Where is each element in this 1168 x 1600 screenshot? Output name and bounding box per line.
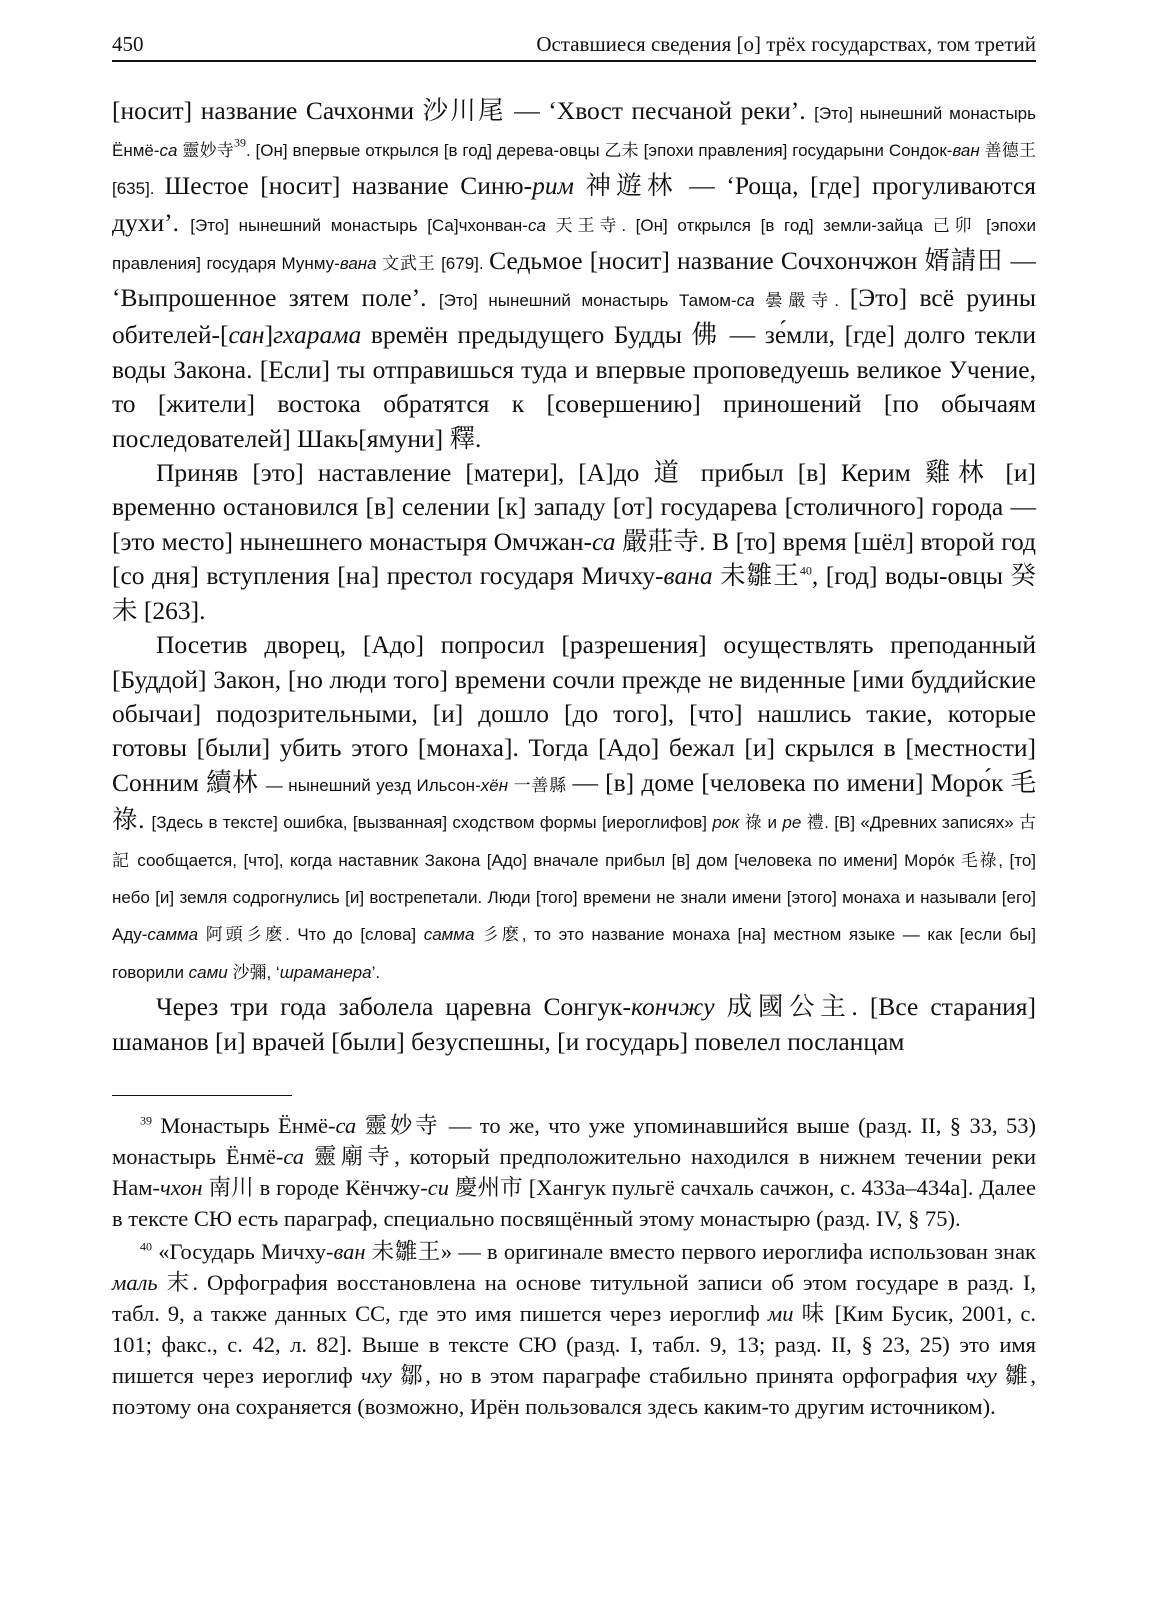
italic-text: маль <box>112 1269 158 1295</box>
italic-text: чху <box>361 1362 392 1388</box>
footnote-divider <box>112 1095 292 1096</box>
text-run: 未雛王 <box>712 561 800 591</box>
paragraph-4 <box>112 990 1036 1059</box>
text-run: Седьмое [носит] название Сочхончжон 婿請田 — ‘Выпрошенное зятем поле’. <box>112 245 1036 313</box>
italic-text: вана <box>339 253 377 273</box>
italic-text: рок <box>712 813 740 833</box>
text-run: 未雛王» — в оригинале вместо первого иероглифа использован знак <box>365 1238 1036 1264</box>
italic-text: вана <box>663 561 713 591</box>
text-run: 阿頭彡麽. Что до [слова] <box>198 925 424 945</box>
text-run: 味 [Ким Бусик, 2001, с. 101; факс., с. 42, л. 82]. Выше в тексте СЮ (разд. I, табл. 9, 13; разд. II, § 23, 25) это имя пишется через иероглиф <box>112 1300 1036 1388</box>
text-run: ] <box>264 320 274 350</box>
text-run: 鄒, но в этом параграфе стабильно принята орфография <box>391 1362 967 1388</box>
text-run: — [в] доме [человека по имени] Моро́к 毛祿. <box>112 767 1036 835</box>
text-run: Шестое [носит] название Синю- <box>164 170 533 200</box>
book-page <box>112 28 1036 1422</box>
text-run: [Здесь в тексте] ошибка, [вызванная] сходством формы [иероглифов] <box>151 813 713 833</box>
text-run: 南川 в городе Кёнчжу- <box>202 1174 428 1200</box>
italic-text: рим <box>532 170 574 200</box>
text-run: Через три года заболела царевна Сонгук- <box>156 992 632 1022</box>
footnote-ref: 39 <box>233 135 246 150</box>
italic-text: са <box>335 1112 357 1138</box>
footnote-ref: 39 <box>140 1113 152 1128</box>
italic-text: кончжу <box>631 992 715 1022</box>
text-run: 彡麽, то это название монаха [на] местном языке — как [если бы] говорили <box>112 925 1036 982</box>
text-run: 嚴莊寺. В [то] время [шёл] второй год [со дня] вступления [на] престол государя Мичху- <box>112 526 1037 591</box>
italic-text: чхон <box>159 1174 203 1200</box>
text-run: 一善縣 <box>508 775 573 795</box>
text-run: 祿 и <box>739 813 783 833</box>
footnote-ref: 40 <box>799 563 812 578</box>
footnote-40 <box>112 1236 1036 1422</box>
italic-text: хён <box>480 775 509 795</box>
italic-text: са <box>527 216 546 236</box>
italic-text: са <box>159 141 178 161</box>
text-run: 靈妙寺 <box>177 141 234 161</box>
footnote-39 <box>112 1110 1036 1234</box>
text-run: [Это] всё руины обителей-[ <box>112 283 1037 350</box>
text-run: 沙彌, ‘ <box>227 962 280 982</box>
text-run: 文武王 [679]. <box>376 253 490 273</box>
text-run: Монастырь Ёнмё- <box>152 1112 336 1138</box>
footnote-ref: 40 <box>140 1239 152 1254</box>
text-run: 雛, поэтому она сохраняется (возможно, Ирён пользовался здесь каким-то другим источником). <box>112 1362 1036 1419</box>
italic-text: самма <box>147 925 199 945</box>
text-run: 靈廟寺, который предположительно находился в нижнем течении реки Нам- <box>112 1143 1036 1200</box>
text-run: 天王寺. [Он] открылся [в год] земли-зайца 己卯 [эпохи правления] государя Мунму- <box>112 216 1036 273</box>
text-run: [носит] название Сачхонми 沙川尾 — ‘Хвост песчаной реки’. <box>112 96 815 125</box>
italic-text: чху <box>966 1362 997 1388</box>
running-header <box>112 28 1036 62</box>
text-run: 神遊林 — ‘Роща, [где] прогуливаются духи’. <box>112 170 1036 238</box>
text-run: 禮. [В] «Древних записях» 古記 сообщается, [что], когда наставник Закона [Адо] вначале прибыл [в] дом [человека по имени] Моро́к 毛祿, [то] небо [и] земля содрогнулись [и] вострепетали. Люди [того] времени не знали имени [этого] монаха и называли [его] Аду- <box>112 813 1036 945</box>
paragraph-2 <box>112 456 1036 628</box>
text-run: Приняв [это] наставление [матери], [А]до 道 прибыл [в] Керим 雞林 [и] временно остановился [в] селении [к] западу [от] государева [столичного] города — [это место] нынешнего монастыря Омчжан- <box>112 458 1036 556</box>
italic-text: са <box>736 291 755 311</box>
footnotes <box>112 1110 1036 1422</box>
italic-text: са <box>283 1143 305 1169</box>
text-run: [Это] нынешний монастырь Ёнмё- <box>112 104 1036 161</box>
running-title: Оставшиеся сведения [о] трёх государствах, том третий <box>536 32 1036 56</box>
italic-text: ре <box>782 813 802 833</box>
main-text <box>112 94 1036 1059</box>
text-run: — нынешний уезд Ильсон- <box>265 775 481 795</box>
text-run: , [год] воды-овцы 癸未 [263]. <box>112 561 1036 625</box>
text-run: 成國公主. [Все старания] шаманов [и] врачей [были] безуспешны, [и государь] повелел посланцам <box>112 992 1036 1056</box>
italic-text: сами <box>188 962 228 982</box>
italic-text: са <box>592 526 616 556</box>
text-run: 慶州市 [Хангук пульгё сачхаль сачжон, с. 433а–434а]. Далее в тексте СЮ есть параграф, специально посвящённый этому монастырю (разд. IV, § 75). <box>112 1174 1036 1231</box>
text-run: [Это] нынешний монастырь [Са]чхонван- <box>190 216 528 236</box>
text-run: Посетив дворец, [Адо] попросил [разрешения] осуществлять преподанный [Буддой] Закон, [но люди того] времени сочли прежде не виденные [ими буддийские обычаи] подозрительными, [и] дошло [до того], [что] нашлись такие, которые готовы [были] убить этого [монаха]. Тогда [Адо] бежал [и] скрылся в [местности] Сонним 續林 <box>112 630 1036 797</box>
text-run: 善德王 [635]. <box>112 141 1036 198</box>
text-run: времён предыдущего Будды 佛 — зе́мли, [где] долго текли воды Закона. [Если] ты отправишься туда и впервые проповедуешь великое Учение, то [жители] востока обратятся к [совершению] приношений [по обычаям последователей] Шакь[ямуни] 釋. <box>112 320 1036 453</box>
italic-text: ми <box>767 1300 794 1326</box>
italic-text: самма <box>423 925 475 945</box>
italic-text: гхарама <box>273 320 362 350</box>
text-run: . [Он] впервые открылся [в год] дерева-овцы 乙未 [эпохи правления] государыни Сондок- <box>245 141 953 161</box>
paragraph-1 <box>112 94 1036 456</box>
italic-text: сан <box>228 320 265 350</box>
paragraph-3 <box>112 628 1036 990</box>
italic-text: ван <box>952 141 980 161</box>
italic-text: си <box>427 1174 449 1200</box>
text-run: ’. <box>371 962 381 982</box>
italic-text: ван <box>333 1238 366 1264</box>
text-run: 曇嚴寺. <box>754 291 850 311</box>
page-number: 450 <box>112 32 144 56</box>
text-run: 靈妙寺 — то же, что уже упоминавшийся выше (разд. II, § 33, 53) монастырь Ёнмё- <box>112 1112 1036 1169</box>
italic-text: шраманера <box>279 962 372 982</box>
text-run: [Это] нынешний монастырь Тамом- <box>438 291 737 311</box>
text-run: 末. Орфография восстановлена на основе титульной записи об этом государе в разд. I, табл. 9, а также данных СС, где это имя пишется через иероглиф <box>112 1269 1036 1326</box>
text-run: «Государь Мичху- <box>152 1238 334 1264</box>
